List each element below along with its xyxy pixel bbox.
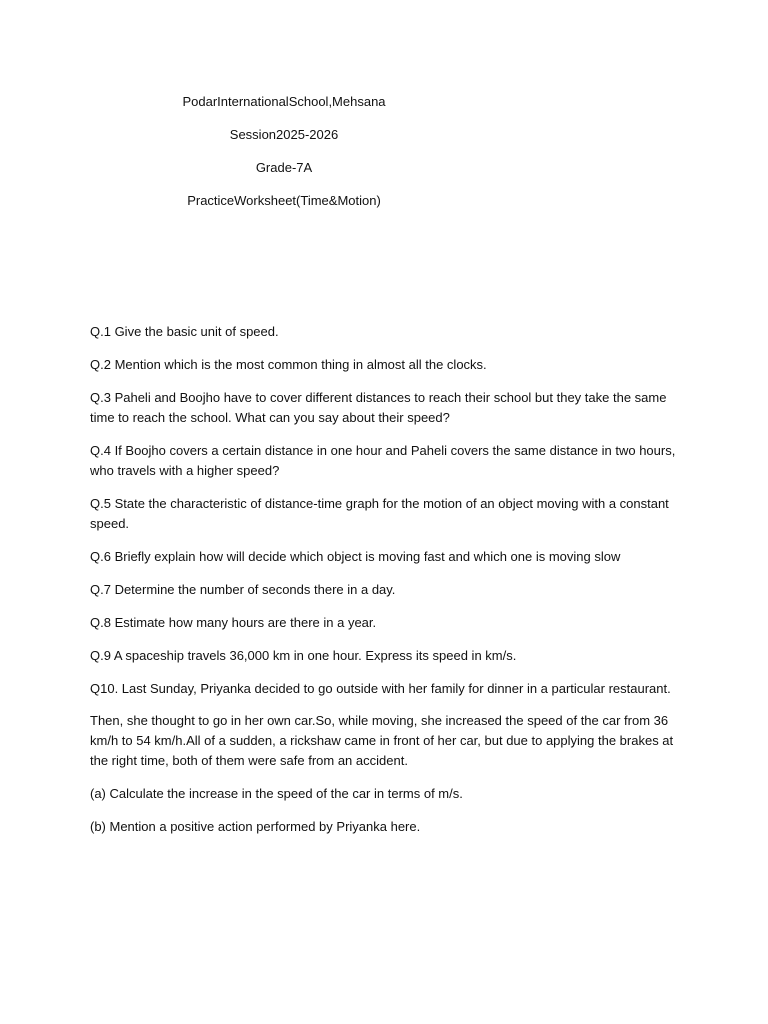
question-10-scenario: Then, she thought to go in her own car.So, while moving, she increased the speed of the car from 36 km/h to 54 km/h.All of a sudden, a rickshaw came in front of her car, but due to applying the brakes at the right time, both of them were safe from an accident. — [90, 713, 674, 768]
question-7: Q.7 Determine the number of seconds there in a day. — [90, 582, 396, 597]
question-2: Q.2 Mention which is the most common thing in almost all the clocks. — [90, 357, 487, 372]
question-10b: (b) Mention a positive action performed by Priyanka here. — [90, 819, 421, 834]
school-name: PodarInternationalSchool,Mehsana — [182, 94, 386, 109]
worksheet-header — [0, 92, 568, 224]
question-9: Q.9 A spaceship travels 36,000 km in one hour. Express its speed in km/s. — [90, 648, 517, 663]
question-list — [90, 322, 680, 850]
question-4: Q.4 If Boojho covers a certain distance in one hour and Paheli covers the same distance in two hours, who travels with a higher speed? — [90, 443, 676, 478]
grade: Grade-7A — [255, 160, 313, 175]
question-6: Q.6 Briefly explain how will decide which object is moving fast and which one is moving slow — [90, 549, 621, 564]
worksheet-title: PracticeWorksheet(Time&Motion) — [187, 193, 381, 208]
question-10a: (a) Calculate the increase in the speed of the car in terms of m/s. — [90, 786, 463, 801]
question-8: Q.8 Estimate how many hours are there in a year. — [90, 615, 377, 630]
session: Session2025-2026 — [229, 127, 339, 142]
question-5: Q.5 State the characteristic of distance-time graph for the motion of an object moving with a constant speed. — [90, 496, 669, 531]
question-1: Q.1 Give the basic unit of speed. — [90, 324, 279, 339]
question-3: Q.3 Paheli and Boojho have to cover different distances to reach their school but they take the same time to reach the school. What can you say about their speed? — [90, 390, 667, 425]
question-10: Q10. Last Sunday, Priyanka decided to go outside with her family for dinner in a particular restaurant. — [90, 681, 671, 696]
